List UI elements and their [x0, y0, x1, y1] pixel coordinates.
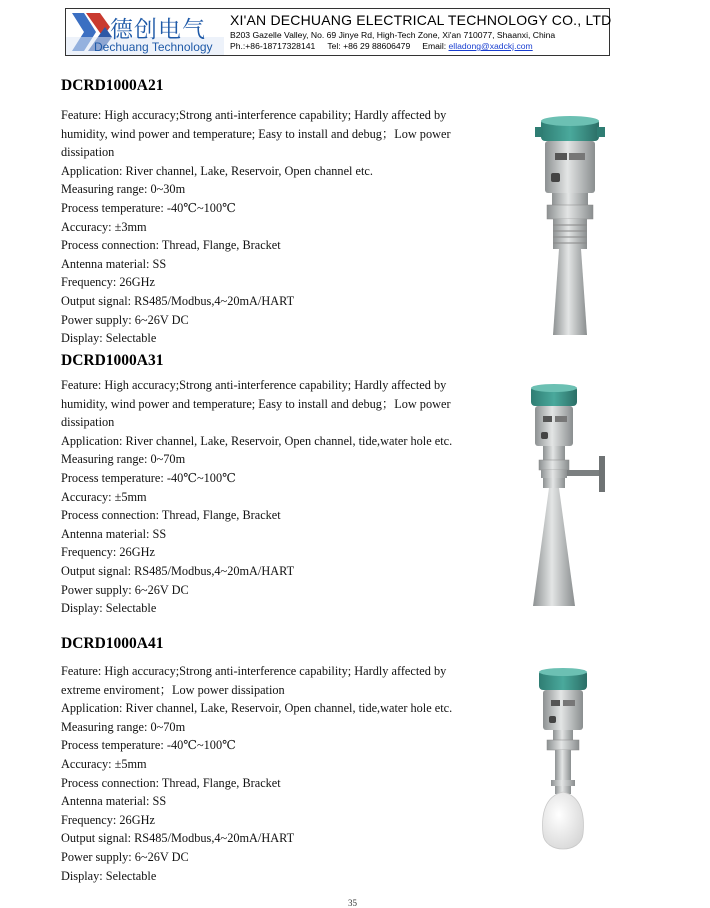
spec-accuracy: Accuracy: ±5mm — [61, 489, 147, 504]
email-link[interactable]: elladong@xadckj.com — [448, 41, 533, 51]
spec-antenna: Antenna material: SS — [61, 794, 167, 809]
spec-output: Output signal: RS485/Modbus,4~20mA/HART — [61, 831, 295, 846]
spec-application: Application: River channel, Lake, Reservoir, Open channel, tide,water hole etc. — [61, 701, 453, 716]
spec-display: Display: Selectable — [61, 331, 157, 346]
product-image — [525, 664, 605, 869]
spec-temperature: Process temperature: -40℃~100℃ — [61, 738, 236, 753]
spec-antenna: Antenna material: SS — [61, 256, 167, 271]
spec-connection: Process connection: Thread, Flange, Bracket — [61, 508, 281, 523]
spec-feature: Feature: High accuracy;Strong anti-interference capability; Hardly affected by humidity, wind power and temperature; Easy to install and debug；Low power dissipation — [61, 378, 451, 430]
phone-number: Ph.:+86-18717328141 — [230, 41, 316, 51]
product-model-title: DCRD1000A21 — [61, 77, 164, 94]
product-image — [505, 380, 625, 619]
spec-accuracy: Accuracy: ±3mm — [61, 219, 147, 234]
spec-range: Measuring range: 0~70m — [61, 719, 186, 734]
horn-antenna-radar-gauge-icon — [525, 113, 615, 343]
company-address: B203 Gazelle Valley, No. 69 Jinye Rd, High-Tech Zone, Xi'an 710077, Shaanxi, China — [230, 30, 556, 40]
spec-power: Power supply: 6~26V DC — [61, 312, 189, 327]
product-model-title: DCRD1000A41 — [61, 635, 164, 652]
spec-output: Output signal: RS485/Modbus,4~20mA/HART — [61, 293, 295, 308]
spec-connection: Process connection: Thread, Flange, Bracket — [61, 775, 281, 790]
spec-antenna: Antenna material: SS — [61, 526, 167, 541]
spec-range: Measuring range: 0~70m — [61, 452, 186, 467]
spec-accuracy: Accuracy: ±5mm — [61, 756, 147, 771]
email-label: Email: — [422, 41, 447, 51]
spec-frequency: Frequency: 26GHz — [61, 545, 155, 560]
spec-output: Output signal: RS485/Modbus,4~20mA/HART — [61, 563, 295, 578]
spec-temperature: Process temperature: -40℃~100℃ — [61, 200, 236, 215]
drop-antenna-radar-gauge-icon — [525, 664, 605, 864]
spec-application: Application: River channel, Lake, Reservoir, Open channel etc. — [61, 163, 373, 178]
spec-frequency: Frequency: 26GHz — [61, 275, 155, 290]
product-model-title: DCRD1000A31 — [61, 352, 164, 369]
spec-application: Application: River channel, Lake, Reservoir, Open channel, tide,water hole etc. — [61, 433, 453, 448]
page-number: 35 — [348, 898, 357, 908]
spec-feature: Feature: High accuracy;Strong anti-interference capability; Hardly affected by humidity, wind power and temperature; Easy to install and debug；Low power dissipation — [61, 108, 451, 160]
spec-power: Power supply: 6~26V DC — [61, 582, 189, 597]
tel-number: Tel: +86 29 88606479 — [327, 41, 411, 51]
spec-display: Display: Selectable — [61, 601, 157, 616]
spec-temperature: Process temperature: -40℃~100℃ — [61, 470, 236, 485]
letterhead — [65, 8, 610, 56]
product-spec-list — [61, 376, 466, 618]
bracket-horn-radar-gauge-icon — [505, 380, 625, 614]
product-image — [525, 113, 615, 348]
spec-display: Display: Selectable — [61, 868, 157, 883]
logo-chinese-name: 德创电气 — [110, 17, 206, 43]
spec-connection: Process connection: Thread, Flange, Bracket — [61, 238, 281, 253]
company-logo — [66, 9, 224, 55]
logo-english-name: Dechuang Technology — [94, 40, 213, 54]
contact-line — [230, 41, 533, 51]
company-name: XI'AN DECHUANG ELECTRICAL TECHNOLOGY CO., LTD — [230, 12, 612, 28]
spec-range: Measuring range: 0~30m — [61, 182, 186, 197]
spec-frequency: Frequency: 26GHz — [61, 812, 155, 827]
product-spec-list — [61, 662, 466, 885]
spec-feature: Feature: High accuracy;Strong anti-interference capability; Hardly affected by extreme enviroment；Low power dissipation — [61, 664, 447, 697]
product-spec-list — [61, 106, 466, 348]
spec-power: Power supply: 6~26V DC — [61, 849, 189, 864]
